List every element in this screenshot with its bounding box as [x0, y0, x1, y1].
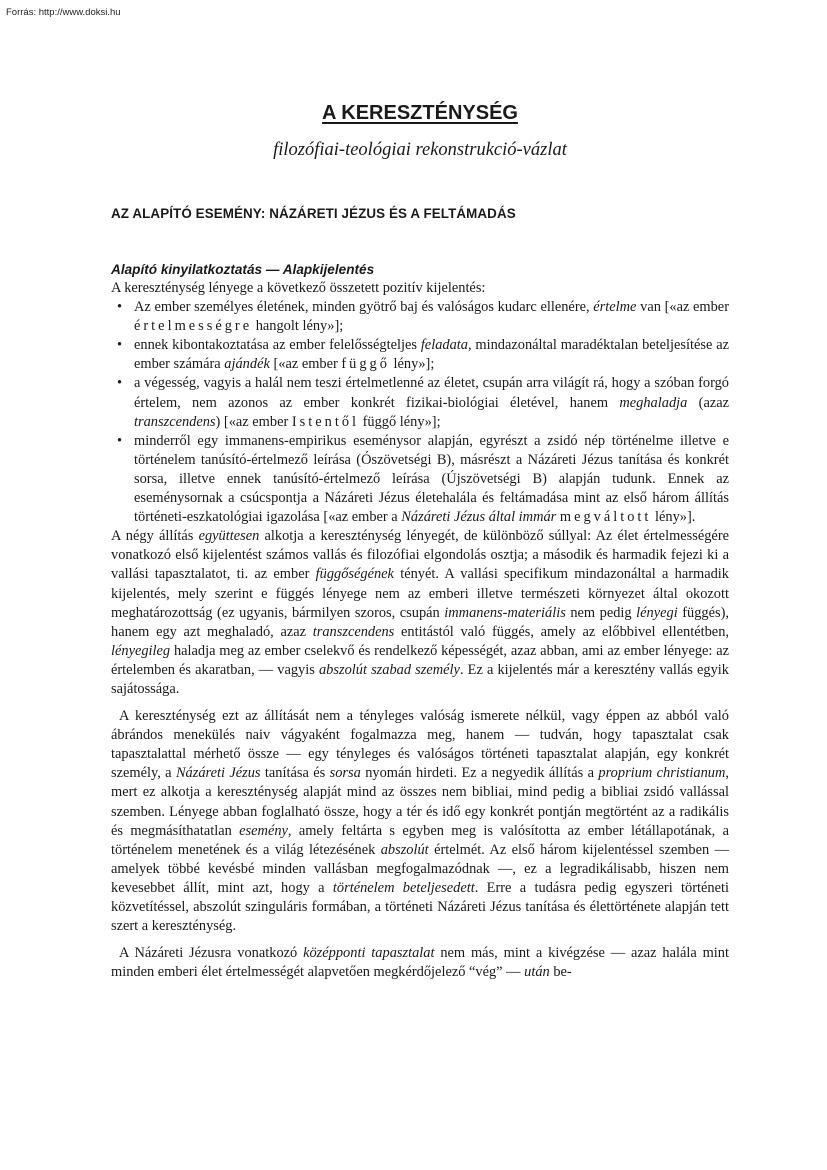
document-page	[111, 100, 729, 982]
document-subtitle: filozófiai-teológiai rekonstrukció-vázlat	[273, 140, 567, 160]
statement-item: • minderről egy immanens-empirikus eseménysor alapján, egyrészt a zsidó nép történelme illetve e történelem tanúsító-értelmező leírása (Ószövetségi B), másrészt a Názáreti Jézus tanítása és konkrét sorsa, illetve ennek tanúsító-értelmező leírása (Újszövetségi B) alapján tudunk. Ennek az eseménysornak a csúcspontja a Názáreti Jézus életehalála és feltámadása mint az első három állítás történeti-eszkatológiai igazolása [«az ember a Názáreti Jézus által immár megváltott lény»].	[111, 432, 729, 527]
italic-emphasis: immanens-materiális	[444, 604, 566, 621]
italic-emphasis: történelem beteljesedett	[332, 879, 475, 896]
italic-emphasis: proprium christianum	[598, 765, 726, 782]
intro-sentence: A kereszténység lényege a következő összetett pozitív kijelentés:	[111, 280, 486, 296]
italic-emphasis: együttesen	[198, 528, 260, 545]
spaced-emphasis: értelmességre	[134, 318, 253, 335]
italic-emphasis: értelme	[593, 299, 637, 316]
italic-emphasis: ajándék	[224, 356, 270, 373]
body-paragraph: A Názáreti Jézusra vonatkozó középponti tapasztalat nem más, mint a kivégzése — azaz halála mint minden emberi élet értelmességét alapvetően megkérdőjelező “vég” — után be-	[111, 945, 730, 981]
italic-emphasis: abszolút	[380, 841, 429, 858]
spaced-emphasis: megváltott	[559, 509, 652, 526]
section-heading: AZ ALAPÍTÓ ESEMÉNY: NÁZÁRETI JÉZUS ÉS A FELTÁMADÁS	[111, 206, 516, 221]
statement-item: • a végesség, vagyis a halál nem teszi értelmetlenné az életet, csupán arra világít rá, hogy a szóban forgó értelem, nem azonos az ember konkrét fizikai-biológiai életével, hanem meghaladja (azaz transzcendens) [«az ember Istentől függő lény»];	[111, 374, 729, 431]
document-title: A KERESZTÉNYSÉG	[322, 102, 518, 124]
italic-emphasis: után	[524, 964, 550, 981]
subsection-heading: Alapító kinyilatkoztatás — Alapkijelentés	[111, 262, 375, 277]
italic-emphasis: középponti tapasztalat	[303, 945, 435, 962]
statement-item: • ennek kibontakoztatása az ember felelősségteljes feladata, mindazonáltal maradéktalan beteljesítése az ember számára ajándék [«az ember függő lény»];	[111, 336, 729, 374]
statement-list	[111, 298, 729, 527]
italic-emphasis: abszolút szabad személy	[318, 661, 460, 678]
italic-emphasis: Názáreti Jézus	[175, 765, 261, 782]
spaced-emphasis: Istentől	[291, 413, 360, 430]
body-paragraph: A négy állítás együttesen alkotja a kereszténység lényegét, de különböző súllyal: Az élet értelmességére vonatkozó első kijelentést számos vallás és filozófiai elgondolás osztja; a második és harmadik fejezi ki a vallási tapasztalatot, ti. az ember függőségének tényét. A vallási specifikum mindazonáltal a harmadik kijelentés, mely szerint e függés lényege nem az emberi illetve természeti környezet által okozott meghatározottság (ez ugyanis, bármilyen szoros, csupán immanens-materiális nem pedig lényegi függés), hanem egy azt meghaladó, azaz transzcendens entitástól való függés, amely az előbbivel ellentétben, lényegileg haladja meg az ember cselekvő és rendelkező képességét, azaz abban, ami az ember lényege: az értelemben és akaratban, — vagyis abszolút szabad személy. Ez a kijelentés már a keresztény vallás egyik sajátossága.	[111, 528, 729, 697]
italic-emphasis: lényegi	[636, 604, 678, 621]
italic-emphasis: transzcendens	[312, 623, 395, 640]
italic-emphasis: feladata	[420, 337, 468, 354]
italic-emphasis: transzcendens	[134, 413, 216, 430]
spaced-emphasis: függő	[341, 356, 390, 373]
italic-emphasis: Názáreti Jézus által immár	[401, 509, 557, 526]
statement-item: • Az ember személyes életének, minden gyötrő baj és valóságos kudarc ellenére, értelme van [«az ember értelmességre hangolt lény»];	[111, 298, 729, 336]
italic-emphasis: meghaladja	[619, 394, 688, 411]
italic-emphasis: lényegileg	[111, 642, 171, 659]
italic-emphasis: sorsa	[329, 765, 361, 782]
source-url: Forrás: http://www.doksi.hu	[6, 7, 121, 18]
body-paragraph: A kereszténység ezt az állítását nem a tényleges valóság ismerete nélkül, vagy éppen az abból való ábrándos menekülés naiv vágyaként fogalmazza meg, hanem — tudván, hogy tapasztalat csak tapasztalattal mérhető össze — egy tényleges és valóságos történeti tapasztalat alapján, egy konkrét személy, a Názáreti Jézus tanítása és sorsa nyomán hirdeti. Ez a negyedik állítás a proprium christianum, mert ez alkotja a kereszténység alapját mind az összes nem bibliai, mind pedig a bibliai zsidó vallással szemben. Lényege abban foglalható össze, hogy a tér és idő egy konkrét pontján megtörtént az a radikális és megmásíthatatlan esemény, amely feltárta s egyben meg is valósította az ember létállapotának, a történelem menetének és a világ létezésének abszolút értelmét. Az első három kijelentéssel szemben — amelyek többé kevésbé minden vallásban megfogalmazódnak —, ez a legradikálisabb, hiszen nem kevesebbet állít, mint azt, hogy a történelem beteljesedett. Erre a tudásra pedig egyszeri történeti közvetítéssel, abszolút szinguláris formában, a történeti Názáreti Jézus tanítása és élettörténete alapján tett szert a kereszténység.	[111, 708, 730, 935]
italic-emphasis: esemény	[239, 822, 288, 839]
italic-emphasis: függőségének	[315, 566, 394, 583]
